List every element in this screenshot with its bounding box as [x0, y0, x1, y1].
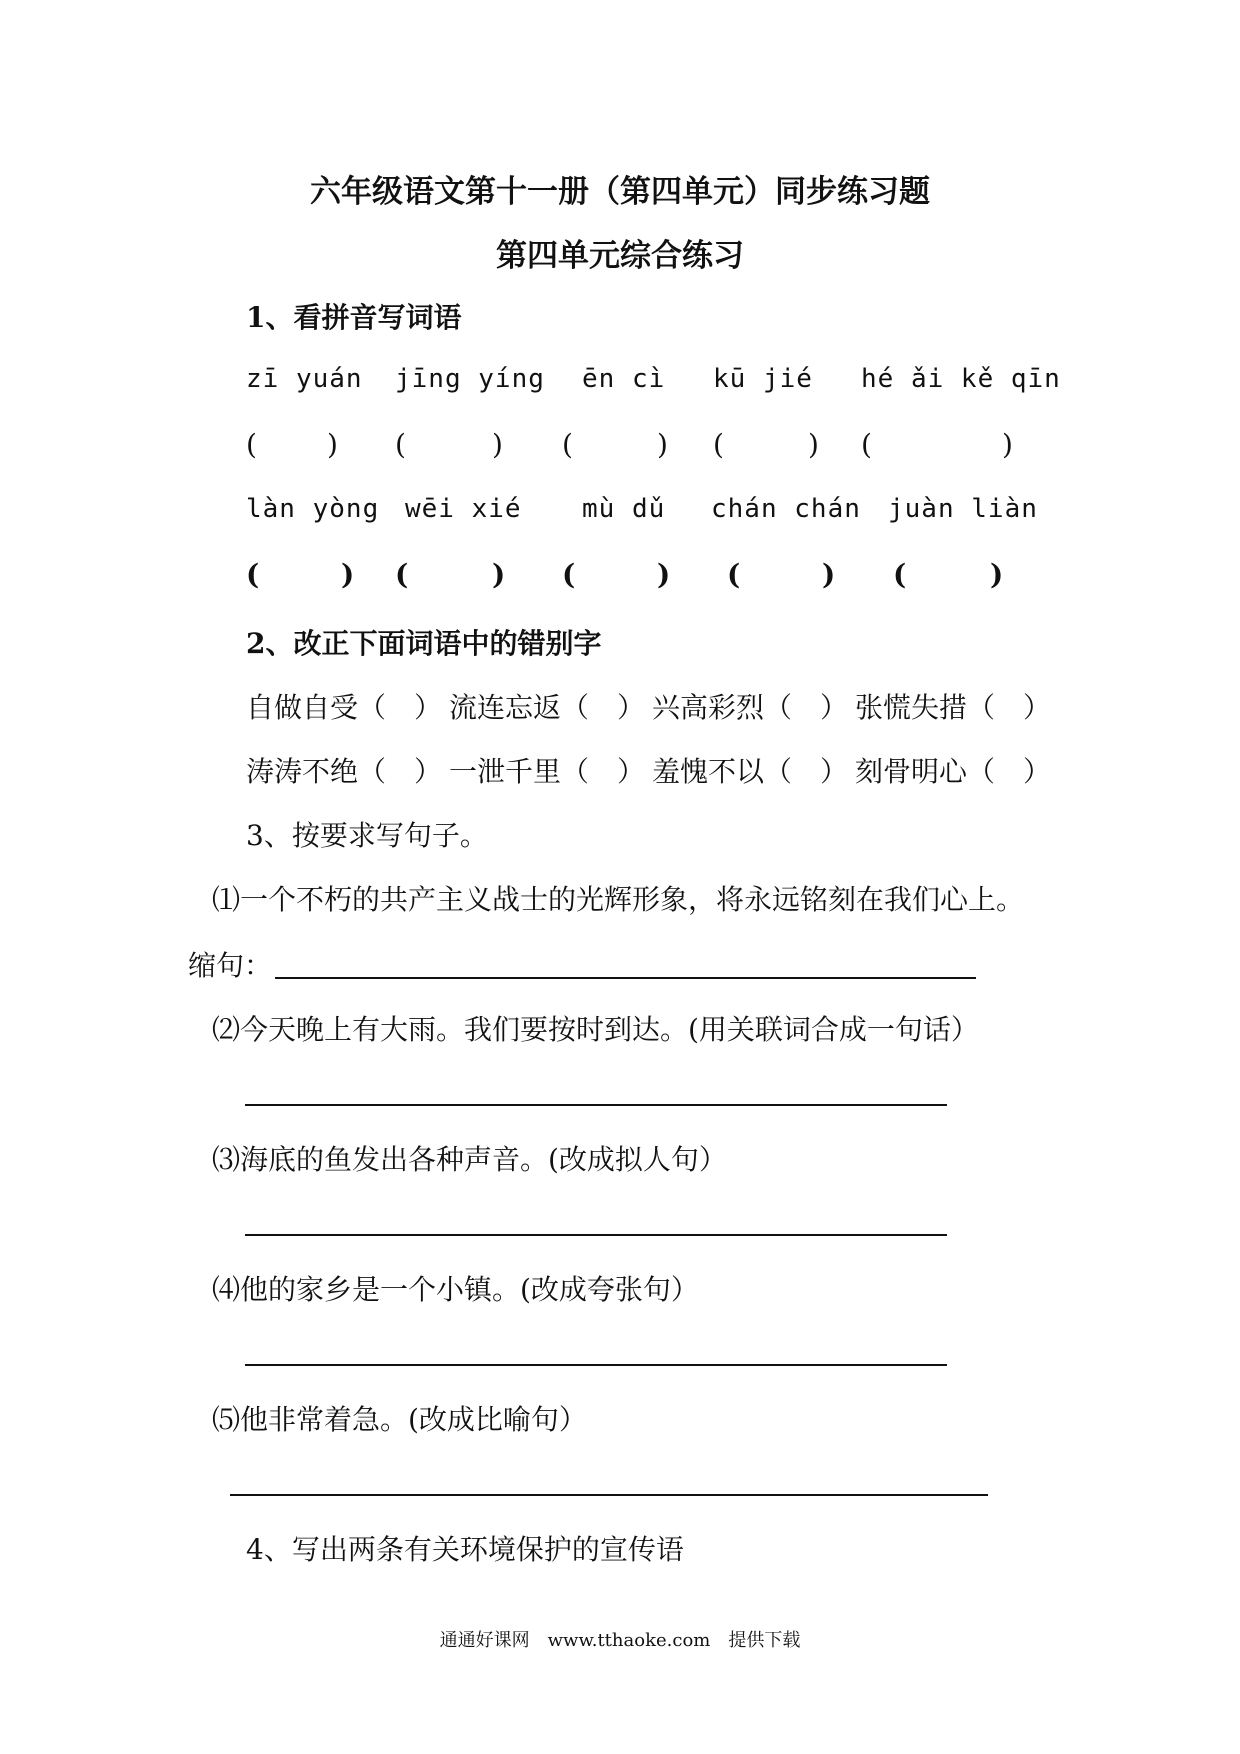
answer-line — [275, 977, 976, 979]
answer-paren-close: ) — [822, 558, 836, 591]
answer-paren-close: ) — [492, 558, 506, 591]
pinyin-item: kū jié — [713, 364, 813, 394]
pinyin-item: hé ǎi kě qīn — [861, 364, 1061, 394]
typo-item: 刻骨明心（ ） — [855, 755, 1052, 788]
answer-line — [245, 1364, 947, 1366]
answer-paren-open: ( — [861, 428, 872, 461]
answer-paren-close: ) — [492, 428, 503, 461]
question-1: ⑴一个不朽的共产主义战士的光辉形象，将永远铭刻在我们心上。 — [212, 883, 1025, 916]
typo-item: 羞愧不以（ ） — [652, 755, 849, 788]
typo-item: 一泄千里（ ） — [449, 755, 646, 788]
pinyin-item: chán chán — [711, 494, 861, 524]
typo-item: 涛涛不绝（ ） — [246, 755, 443, 788]
answer-paren-close: ) — [341, 558, 355, 591]
typo-item: 张慌失措（ ） — [855, 691, 1052, 724]
pinyin-item: zī yuán — [246, 364, 363, 394]
footer-text: 通通好课网 www.tthaoke.com 提供下载 — [439, 1630, 801, 1651]
answer-line — [230, 1494, 988, 1496]
question-5: ⑸他非常着急。(改成比喻句） — [212, 1403, 587, 1436]
answer-paren-open: ( — [713, 428, 724, 461]
answer-paren-close: ) — [990, 558, 1004, 591]
answer-paren-open: ( — [395, 428, 406, 461]
answer-paren-close: ) — [657, 428, 668, 461]
answer-line — [245, 1104, 947, 1106]
pinyin-item: jīng yíng — [395, 364, 545, 394]
pinyin-item: làn yòng — [246, 494, 380, 524]
answer-paren-open: ( — [246, 428, 257, 461]
answer-paren-close: ) — [808, 428, 819, 461]
question-2: ⑵今天晚上有大雨。我们要按时到达。(用关联词合成一句话） — [212, 1013, 979, 1046]
answer-paren-open: ( — [562, 558, 576, 591]
section-2-heading: 2、改正下面词语中的错别字 — [246, 627, 602, 660]
answer-paren-open: ( — [893, 558, 907, 591]
page-title: 六年级语文第十一册（第四单元）同步练习题 — [310, 174, 930, 210]
pinyin-item: juàn liàn — [888, 494, 1038, 524]
page-subtitle: 第四单元综合练习 — [496, 238, 744, 274]
section-3-heading: 3、按要求写句子。 — [246, 819, 488, 852]
answer-paren-open: ( — [246, 558, 260, 591]
pinyin-item: ēn cì — [582, 364, 666, 394]
typo-item: 自做自受（ ） — [246, 691, 443, 724]
pinyin-item: wēi xié — [405, 494, 522, 524]
answer-line — [245, 1234, 947, 1236]
question-4: ⑷他的家乡是一个小镇。(改成夸张句） — [212, 1273, 699, 1306]
typo-item: 兴高彩烈（ ） — [652, 691, 849, 724]
answer-paren-close: ) — [327, 428, 338, 461]
typo-item: 流连忘返（ ） — [449, 691, 646, 724]
answer-paren-open: ( — [395, 558, 409, 591]
answer-paren-close: ) — [657, 558, 671, 591]
section-1-heading: 1、看拼音写词语 — [246, 301, 462, 334]
condense-label: 缩句： — [188, 949, 273, 982]
answer-paren-close: ) — [1002, 428, 1013, 461]
answer-paren-open: ( — [727, 558, 741, 591]
answer-paren-open: ( — [562, 428, 573, 461]
section-4-heading: 4、写出两条有关环境保护的宣传语 — [246, 1533, 684, 1566]
question-3: ⑶海底的鱼发出各种声音。(改成拟人句） — [212, 1143, 727, 1176]
pinyin-item: mù dǔ — [582, 494, 666, 524]
